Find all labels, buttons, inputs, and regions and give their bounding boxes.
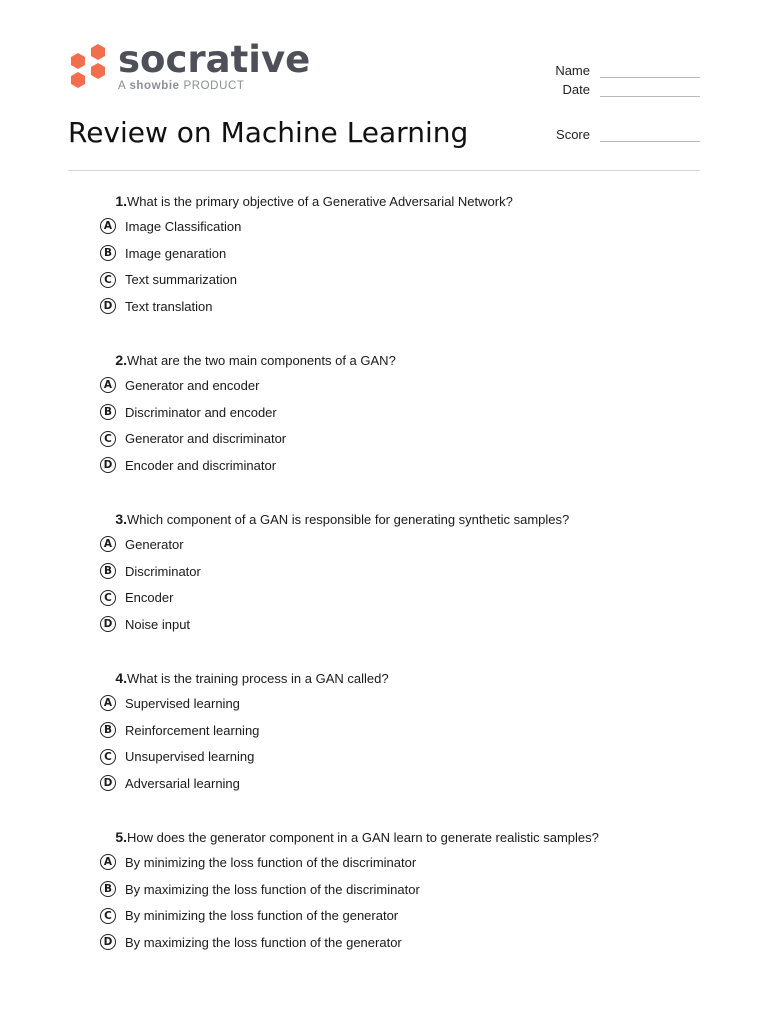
answer-option-d[interactable] — [100, 293, 720, 320]
option-letter-circle[interactable]: B — [100, 404, 116, 420]
question-1 — [100, 193, 720, 352]
option-letter-circle[interactable]: A — [100, 218, 116, 234]
question-3 — [100, 511, 720, 670]
option-letter-circle[interactable]: D — [100, 298, 116, 314]
question-number: 5. — [115, 829, 127, 845]
question-text: What are the two main components of a GAN? — [127, 353, 396, 368]
answer-option-b[interactable] — [100, 717, 720, 744]
score-field[interactable] — [556, 127, 700, 142]
answer-option-a[interactable] — [100, 849, 720, 876]
answer-option-c[interactable] — [100, 584, 720, 611]
score-line[interactable] — [600, 129, 700, 142]
question-5 — [100, 829, 720, 988]
option-text: Encoder — [125, 590, 174, 606]
option-letter-circle[interactable]: B — [100, 722, 116, 738]
option-text: By minimizing the loss function of the generator — [125, 908, 399, 924]
option-text: Generator and discriminator — [125, 431, 287, 447]
option-letter-circle[interactable]: D — [100, 457, 116, 473]
question-number: 2. — [115, 352, 127, 368]
question-text: How does the generator component in a GAN learn to generate realistic samples? — [127, 830, 599, 845]
answer-option-b[interactable] — [100, 240, 720, 267]
question-prompt — [100, 193, 720, 213]
answer-option-d[interactable] — [100, 929, 720, 956]
answer-option-a[interactable] — [100, 531, 720, 558]
option-text: Encoder and discriminator — [125, 457, 277, 473]
question-prompt — [100, 511, 720, 531]
brand-name: socrative — [118, 38, 311, 81]
question-text: Which component of a GAN is responsible for generating synthetic samples? — [127, 512, 570, 527]
option-text: Supervised learning — [125, 695, 240, 711]
option-text: Image Classification — [125, 218, 242, 234]
name-line[interactable] — [600, 65, 700, 78]
option-letter-circle[interactable]: B — [100, 563, 116, 579]
option-text: Text summarization — [125, 272, 237, 288]
question-number: 1. — [115, 193, 127, 209]
date-label: Date — [562, 82, 590, 97]
option-letter-circle[interactable]: A — [100, 695, 116, 711]
answer-option-c[interactable] — [100, 902, 720, 929]
option-text: Discriminator and encoder — [125, 404, 277, 420]
option-letter-circle[interactable]: B — [100, 245, 116, 261]
answer-option-a[interactable] — [100, 372, 720, 399]
question-text: What is the training process in a GAN called? — [127, 671, 389, 686]
answer-option-b[interactable] — [100, 876, 720, 903]
answer-option-d[interactable] — [100, 611, 720, 638]
option-letter-circle[interactable]: A — [100, 536, 116, 552]
option-text: By minimizing the loss function of the discriminator — [125, 854, 417, 870]
question-prompt — [100, 670, 720, 690]
name-label: Name — [555, 63, 590, 78]
option-text: Unsupervised learning — [125, 749, 255, 765]
option-letter-circle[interactable]: C — [100, 272, 116, 288]
question-prompt — [100, 352, 720, 372]
option-text: Text translation — [125, 298, 213, 314]
option-text: Discriminator — [125, 563, 201, 579]
answer-option-c[interactable] — [100, 425, 720, 452]
question-number: 4. — [115, 670, 127, 686]
option-text: Adversarial learning — [125, 775, 240, 791]
option-letter-circle[interactable]: C — [100, 431, 116, 447]
answer-option-a[interactable] — [100, 213, 720, 240]
question-number: 3. — [115, 511, 127, 527]
option-text: Noise input — [125, 616, 191, 632]
header-divider — [68, 170, 700, 171]
date-field[interactable] — [563, 82, 700, 97]
option-text: By maximizing the loss function of the generator — [125, 934, 402, 950]
answer-option-b[interactable] — [100, 558, 720, 585]
score-label: Score — [556, 127, 590, 142]
option-letter-circle[interactable]: A — [100, 377, 116, 393]
option-text: Generator and encoder — [125, 377, 260, 393]
question-list — [100, 193, 720, 988]
answer-option-d[interactable] — [100, 770, 720, 797]
answer-option-c[interactable] — [100, 266, 720, 293]
question-text: What is the primary objective of a Generative Adversarial Network? — [127, 194, 513, 209]
name-field[interactable] — [555, 63, 700, 78]
option-letter-circle[interactable]: C — [100, 590, 116, 606]
option-text: Image genaration — [125, 245, 227, 261]
brand-tagline: A showbie PRODUCT — [118, 80, 245, 92]
option-letter-circle[interactable]: A — [100, 854, 116, 870]
option-letter-circle[interactable]: D — [100, 775, 116, 791]
answer-option-c[interactable] — [100, 743, 720, 770]
answer-option-a[interactable] — [100, 690, 720, 717]
question-prompt — [100, 829, 720, 849]
option-letter-circle[interactable]: D — [100, 616, 116, 632]
question-4 — [100, 670, 720, 829]
worksheet-header — [0, 0, 768, 175]
socrative-logo — [68, 38, 311, 100]
answer-option-b[interactable] — [100, 399, 720, 426]
question-2 — [100, 352, 720, 511]
answer-option-d[interactable] — [100, 452, 720, 479]
option-letter-circle[interactable]: C — [100, 749, 116, 765]
option-text: Generator — [125, 536, 184, 552]
hexagon-logo-icon — [68, 44, 108, 96]
option-letter-circle[interactable]: B — [100, 881, 116, 897]
option-text: By maximizing the loss function of the discriminator — [125, 881, 420, 897]
option-text: Reinforcement learning — [125, 722, 260, 738]
option-letter-circle[interactable]: C — [100, 908, 116, 924]
option-letter-circle[interactable]: D — [100, 934, 116, 950]
date-line[interactable] — [600, 84, 700, 97]
page-title: Review on Machine Learning — [68, 116, 469, 149]
